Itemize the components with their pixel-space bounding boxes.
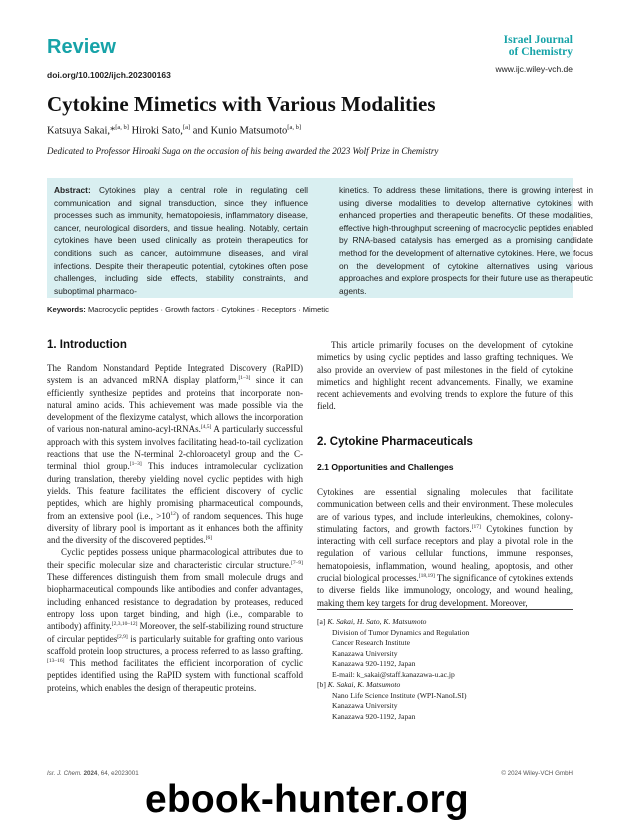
citation[interactable]: [4,5] [200, 424, 212, 431]
right-column-body [317, 486, 573, 609]
watermark: ebook-hunter.org [145, 778, 469, 821]
right-column-intro [317, 339, 573, 413]
footer-copyright: © 2024 Wiley-VCH GmbH [501, 770, 573, 777]
citation[interactable]: [2,9] [117, 633, 128, 640]
author-sakai: Katsuya Sakai,* [47, 125, 116, 137]
citation[interactable]: [1–3] [129, 461, 142, 468]
citation[interactable]: [1–3] [238, 375, 251, 382]
abstract-column-right: kinetics. To address these limitations, there is growing interest in using diverse modalities to develop alternative cytokines with enhanced properties and therapeutic benefits. Of these modalities, effective high-throughput screening of macrocyclic peptides enabled by RNA-based catalysis has emerged as a promising candidate method for the development of alternative cytokines. Here, we focus on the development of cytokine alternatives using various approaches and explore prospects for their future use as therapeutic agents. [339, 185, 593, 296]
heading-opportunities-challenges: 2.1 Opportunities and Challenges [317, 462, 454, 472]
affiliation-b: [b] K. Sakai, K. Matsumoto [317, 680, 401, 689]
author-matsumoto: and Kunio Matsumoto [190, 125, 288, 137]
keywords [47, 305, 329, 314]
affiliation-a: [a] K. Sakai, H. Sato, K. Matsumoto [317, 617, 427, 626]
journal-name-line2: of Chemistry [508, 46, 573, 58]
left-column-body [47, 362, 303, 694]
doi[interactable]: doi.org/10.1002/ijch.202300163 [47, 70, 171, 80]
paragraph: Cyclic peptides possess unique pharmacological attributes due to their specific molecular size and characteristic circular structure.[7–9] These differences distinguish them from small molecule drugs and biopharmaceutical compounds like antibodies and confer advantages, including enhanced resistance to degradation by proteases, reduced entropy loss upon target binding, and high (i.e., comparable to antibody) affinity.[2,3,10–12] Moreover, the self-stabilizing round structure of circular peptides[2,9] is particularly suitable for grafting onto various scaffold protein loop structures, a process referred to as lasso grafting.[13–16] This method facilitates the efficient incorporation of cyclic peptides identified using the RaPID system with functional scaffold proteins, which enables the design of therapeutic proteins. [47, 547, 304, 693]
author-affil-ref: [a, b] [115, 124, 129, 131]
citation[interactable]: [7–9] [291, 559, 303, 566]
section-label: Review [47, 36, 116, 58]
journal-name-line1: Israel Journal [503, 34, 573, 46]
corresponding-email[interactable]: E-mail: k_sakai@staff.kanazawa-u.ac.jp [332, 669, 455, 679]
abstract-label: Abstract: [54, 185, 91, 195]
abstract-column-left [54, 184, 308, 297]
heading-cytokine-pharmaceuticals: 2. Cytokine Pharmaceuticals [317, 436, 473, 448]
abstract-text-left: Cytokines play a central role in regulating cell communication and signal transduction, since they influence processes such as immunity, hematopoiesis, inflammatory disease, cancer, neurological disorders, and tissue healing. Notably, certain cytokines have been used clinically as protein therapeutics for conditions such as cancer, autoimmune diseases, and viral infections. Despite their therapeutic potential, cytokines often pose challenges, including side effects, stability constraints, and suboptimal pharmaco- [54, 185, 308, 296]
journal-url[interactable]: www.ijc.wiley-vch.de [495, 64, 573, 74]
citation[interactable]: [2,3,10–12] [111, 621, 138, 628]
affiliations: [a] K. Sakai, H. Sato, K. Matsumoto Division of Tumor Dynamics and Regulation Cancer Research Institute Kanazawa University Kanazawa 920-1192, Japan E-mail: k_sakai@staff.kanazawa-u.ac.jp [b] K. Sakai, K. Matsumoto Nano Life Science Institute (WPI-NanoLSI) Kanazawa University Kanazawa 920-1192, Japan [317, 617, 573, 722]
author-list [47, 124, 301, 137]
abstract-box [47, 178, 593, 298]
keywords-label: Keywords: [47, 305, 86, 314]
journal-logo [504, 34, 573, 58]
citation[interactable]: [17] [471, 523, 481, 530]
citation[interactable]: [6] [205, 535, 213, 542]
paragraph: The Random Nonstandard Peptide Integrated Discovery (RaPID) system is an advanced mRNA display platform,[1–3] since it can efficiently synthesize peptides and proteins that incorporate non-natural amino acids. This achievement was made possible via the development of the flexizyme catalyst, which allows the incorporation of various non-natural amino-acyl-tRNAs.[4,5] A particularly successful approach with this system involves facilitating head-to-tail cyclization reactions that use the N-terminal 2-chloroacetyl group and the C-terminal thiol group.[1–3] This induces intramolecular cyclization during translation, thereby yielding novel cyclic peptides with high yields. This feature facilitates the efficient discovery of cyclic peptides, which are highly promising pharmaceutical compounds, from an extensive pool (i.e., $>10^{12}$) of random sequences. This huge diversity of library pool is important as it enhances both the affinity and the diversity of the discovered peptides.[6] [47, 363, 303, 546]
citation[interactable]: [18,19] [418, 573, 435, 580]
paragraph: This article primarily focuses on the development of cytokine mimetics by using cyclic peptides and lasso grafting techniques. We also provide an overview of past milestones in the field of cytokine mimetics and highlight recent advancements. Finally, we examine recent achievements and evolving trends to explore the future of this field. [317, 340, 573, 412]
footer-citation: Isr. J. Chem. 2024, 64, e2023001 [47, 770, 139, 777]
citation[interactable]: [13–16] [47, 658, 65, 665]
author-affil-ref: [a, b] [287, 124, 301, 131]
heading-introduction: 1. Introduction [47, 339, 127, 351]
paragraph: Cytokines are essential signaling molecules that facilitate communication between cells and their environment. These molecules are of various types, and include interleukins, chemokines, colony-stimulating factors, and growth factors.[17] Cytokines function by interacting with cell surface receptors and play a pivotal role in the regulation of various cellular functions, immune responses, hematopoiesis, inflammation, wound healing, apoptosis, and other crucial biological processes.[18,19] The significance of cytokines extends to diverse fields like immunology, oncology, and wound healing, making them key targets for drug development. Moreover, [317, 487, 573, 608]
dedication: Dedicated to Professor Hiroaki Suga on the occasion of his being awarded the 2023 Wolf Prize in Chemistry [47, 146, 439, 156]
author-sato: Hiroki Sato, [128, 125, 183, 137]
affiliation-divider [317, 609, 573, 610]
keywords-list: Macrocyclic peptides · Growth factors · Cytokines · Receptors · Mimetic [85, 305, 329, 314]
author-affil-ref: [a] [182, 124, 191, 131]
article-title: Cytokine Mimetics with Various Modalities [47, 92, 436, 116]
